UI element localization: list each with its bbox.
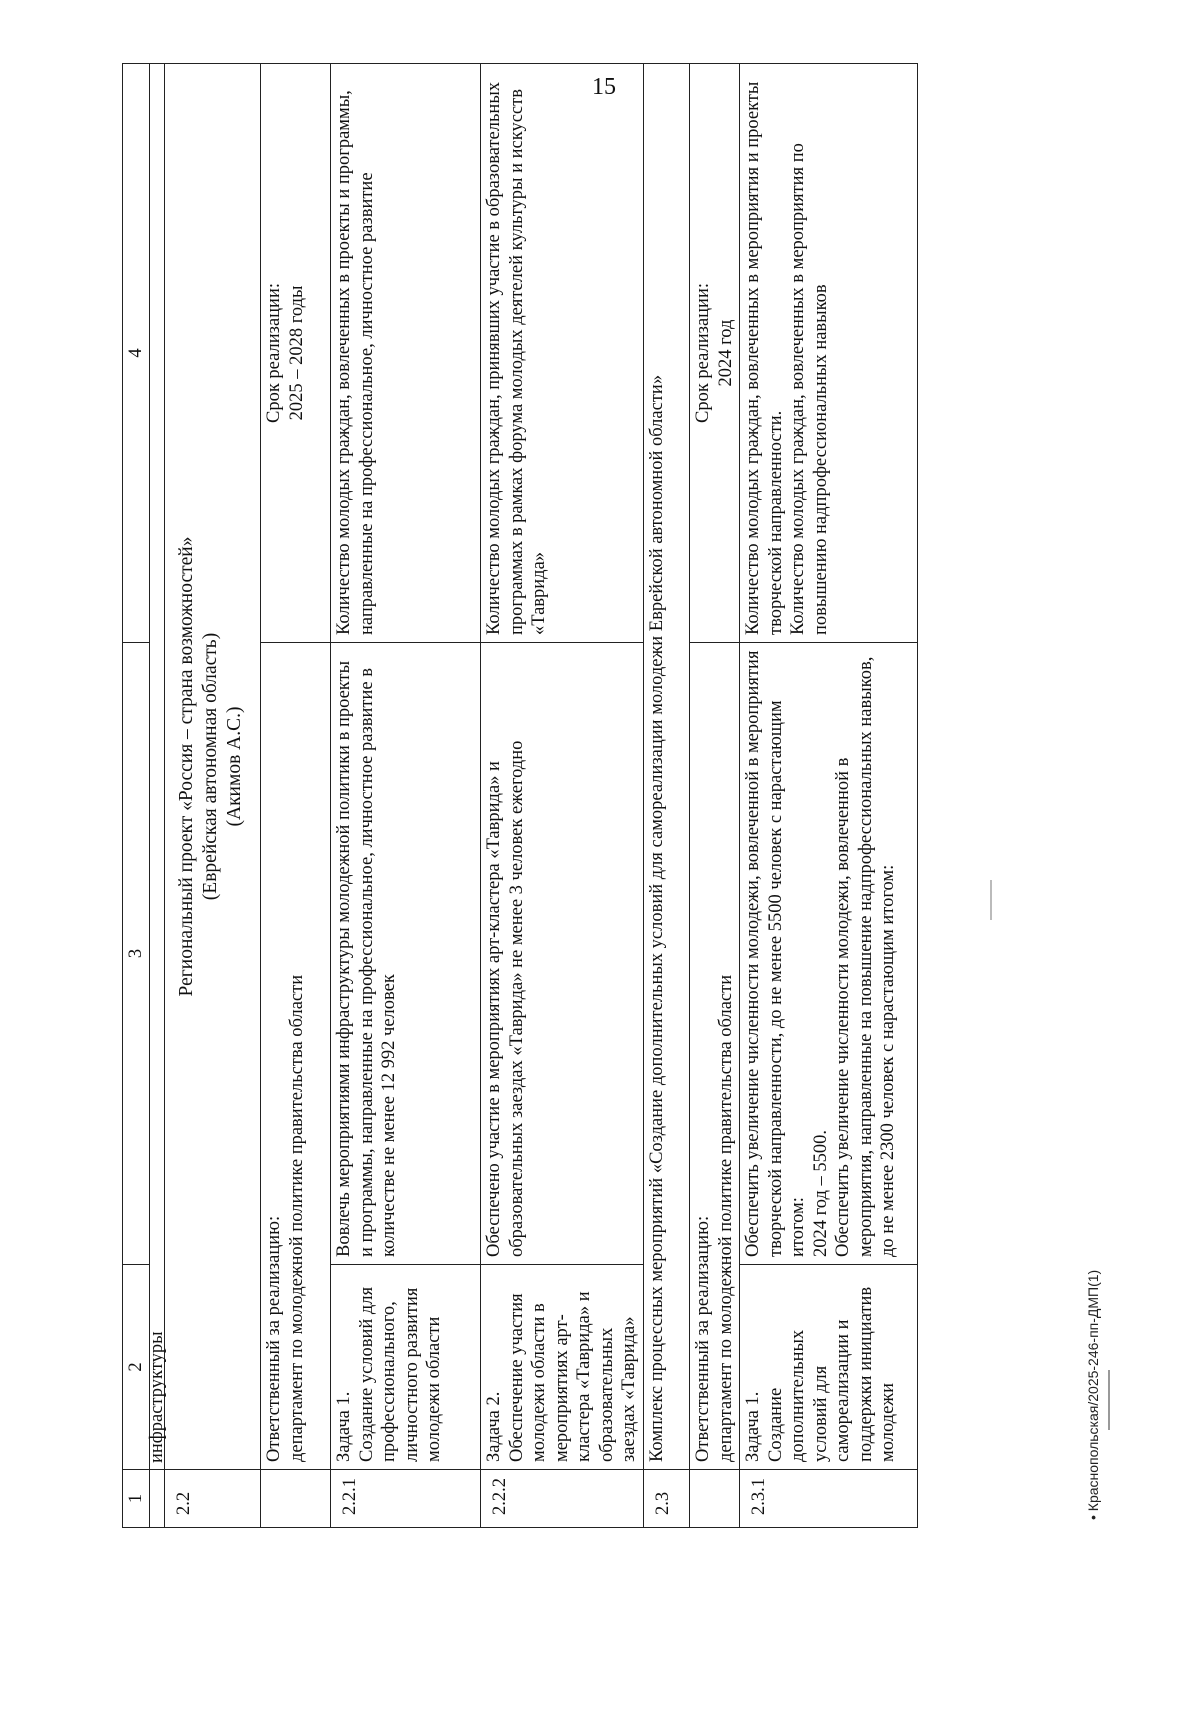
rotated-table-container: [122, 64, 1084, 1528]
program-table: [122, 63, 918, 1528]
regional-project-title: Региональный проект «Россия – страна возможностей» (Еврейская автономная область) (Акимов А.С.): [165, 64, 261, 1470]
result-cell: Обеспечить увеличение численности молодежи, вовлеченной в мероприятия творческой направленности, до не менее 5500 человек с нарастающим итогом: 2024 год – 5500. Обеспечить увеличение численности молодежи, вовлеченной в мероприятия, направленные на повышение надпрофессиональных навыков, до не менее 2300 человек с нарастающим итогом:: [740, 643, 918, 1265]
header-col-1: 1: [123, 1470, 150, 1528]
row-number: 2.3: [643, 1470, 689, 1528]
table-row: [150, 64, 165, 1528]
scan-artifact: [1108, 1370, 1110, 1430]
task-cell: Задача 1. Создание дополнительных условий для самореализации и поддержки инициатив молодежи: [740, 1265, 918, 1470]
row-number: 2.3.1: [740, 1470, 918, 1528]
infrastructure-cell: инфраструктуры: [150, 64, 165, 1470]
indicator-cell: Количество молодых граждан, вовлеченных в проекты и программы, направленные на профессиональное, личностное развитие: [331, 64, 481, 643]
empty-cell: [261, 1470, 331, 1528]
table-row: [689, 64, 739, 1528]
row-number: 2.2.2: [481, 1470, 644, 1528]
header-col-3: 3: [123, 643, 150, 1265]
process-complex-title: Комплекс процессных мероприятий «Создание дополнительных условий для самореализации молодежи Еврейской автономной области»: [643, 64, 689, 1470]
result-cell: Обеспечено участие в мероприятиях арт-кластера «Таврида» и образовательных заездах «Таврида» не менее 3 человек ежегодно: [481, 643, 644, 1265]
empty-cell: [689, 1470, 739, 1528]
task-cell: Задача 1. Создание условий для профессионального, личностного развития молодежи области: [331, 1265, 481, 1470]
header-col-2: 2: [123, 1265, 150, 1470]
row-number: 2.2: [165, 1470, 261, 1528]
header-row: [123, 64, 150, 1528]
indicator-cell: Количество молодых граждан, принявших участие в образовательных программах в рамках форума молодых деятелей культуры и искусств «Таврида»: [481, 64, 644, 643]
term-cell: Срок реализации: 2025 – 2028 годы: [261, 64, 331, 643]
footer-document-code: • Краснопольская/2025-246-пп-ДМП(1): [1085, 1269, 1101, 1520]
responsible-cell: Ответственный за реализацию: департамент по молодежной политике правительства области: [689, 643, 739, 1470]
empty-cell: [150, 1470, 165, 1528]
scan-artifact: [990, 880, 992, 920]
table-row: [165, 64, 261, 1528]
table-row: [261, 64, 331, 1528]
result-cell: Вовлечь мероприятиями инфраструктуры молодежной политики в проекты и программы, направленные на профессиональное, личностное развитие в количестве не менее 12 992 человек: [331, 643, 481, 1265]
table-row: [643, 64, 689, 1528]
task-cell: Задача 2. Обеспечение участия молодежи области в мероприятиях арт-кластера «Таврида» и образовательных заездах «Таврида»: [481, 1265, 644, 1470]
page-number: 15: [592, 74, 616, 100]
table-row: [331, 64, 481, 1528]
table-row: [481, 64, 644, 1528]
header-col-4: 4: [123, 64, 150, 643]
row-number: 2.2.1: [331, 1470, 481, 1528]
table-row: [740, 64, 918, 1528]
term-cell: Срок реализации: 2024 год: [689, 64, 739, 643]
indicator-cell: Количество молодых граждан, вовлеченных в мероприятия и проекты творческой направленности. Количество молодых граждан, вовлеченных в мероприятия по повышению надпрофессиональных навыков: [740, 64, 918, 643]
responsible-cell: Ответственный за реализацию: департамент по молодежной политике правительства области: [261, 643, 331, 1470]
